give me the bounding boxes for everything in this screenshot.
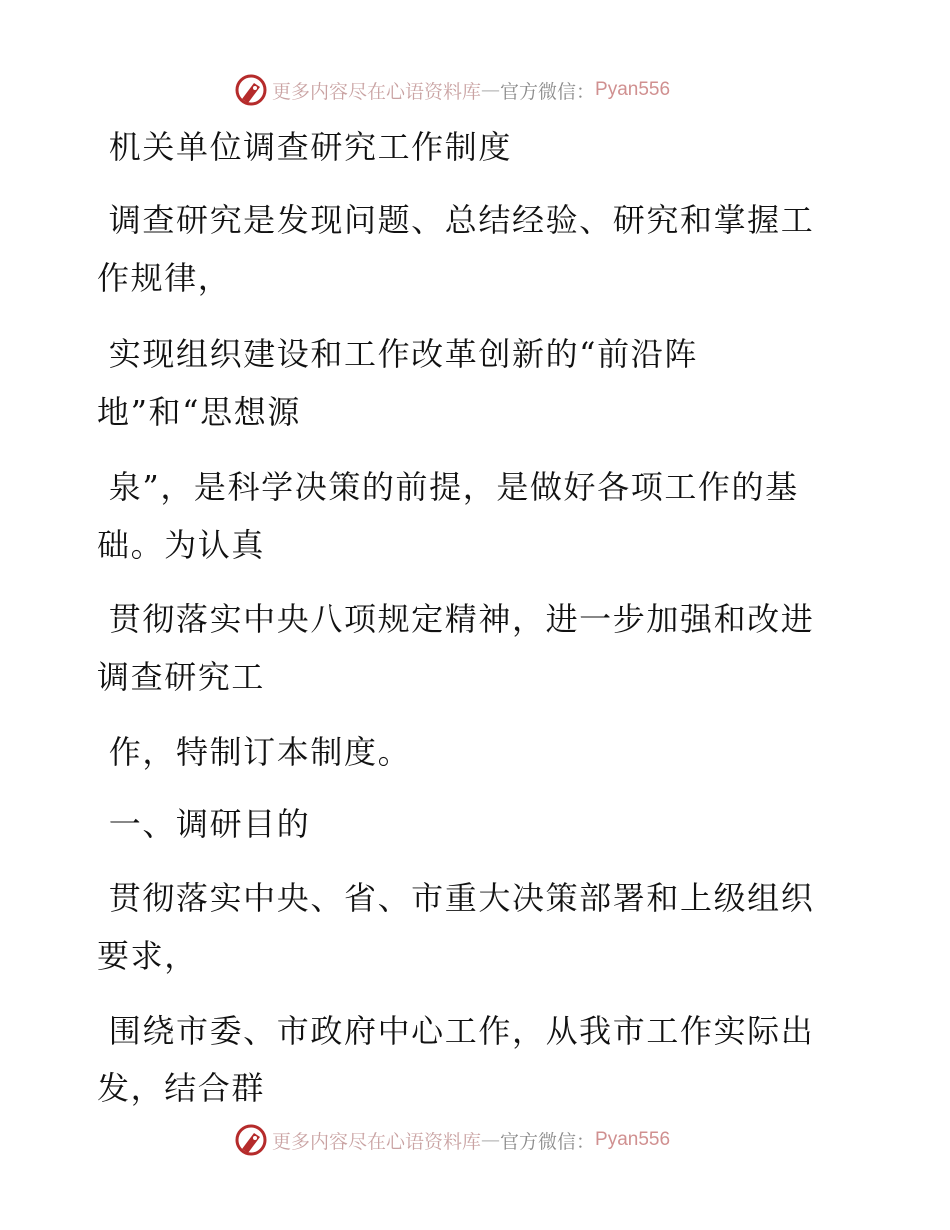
footer-watermark (234, 1122, 670, 1158)
paragraph-line: 调查研究工 (97, 658, 266, 696)
watermark-dash: — (481, 79, 501, 101)
watermark-wechat-id: Pyan556 (595, 79, 671, 100)
paragraph-line: 发，结合群 (97, 1069, 266, 1107)
paragraph-line: 调查研究是发现问题、总结经验、研究和掌握工 (97, 201, 815, 239)
pen-nib-logo-icon (234, 1123, 268, 1157)
document-title: 机关单位调查研究工作制度 (97, 128, 512, 166)
section-heading: 一、调研目的 (97, 805, 311, 843)
paragraph-line: 贯彻落实中央、省、市重大决策部署和上级组织 (97, 879, 815, 917)
paragraph-line: 泉”，是科学决策的前提，是做好各项工作的基 (97, 468, 799, 506)
watermark-site-text: 更多内容尽在心语资料库 (272, 80, 482, 103)
watermark-wechat-label: 官方微信： (500, 1130, 596, 1153)
paragraph-line: 作规律， (97, 259, 232, 297)
paragraph-line: 要求， (97, 937, 198, 975)
watermark-wechat-label: 官方微信： (500, 80, 596, 103)
paragraph-line: 围绕市委、市政府中心工作，从我市工作实际出 (97, 1012, 815, 1050)
paragraph-line: 地”和“思想源 (97, 393, 301, 431)
watermark-dash: — (481, 1129, 501, 1151)
pen-nib-logo-icon (234, 73, 268, 107)
watermark-wechat-id: Pyan556 (595, 1129, 671, 1150)
paragraph-line: 作，特制订本制度。 (97, 733, 412, 771)
paragraph-line: 实现组织建设和工作改革创新的“前沿阵 (97, 335, 698, 373)
header-watermark (234, 72, 670, 108)
paragraph-line: 础。为认真 (97, 526, 266, 564)
paragraph-line: 贯彻落实中央八项规定精神，进一步加强和改进 (97, 600, 815, 638)
watermark-site-text: 更多内容尽在心语资料库 (272, 1130, 482, 1153)
